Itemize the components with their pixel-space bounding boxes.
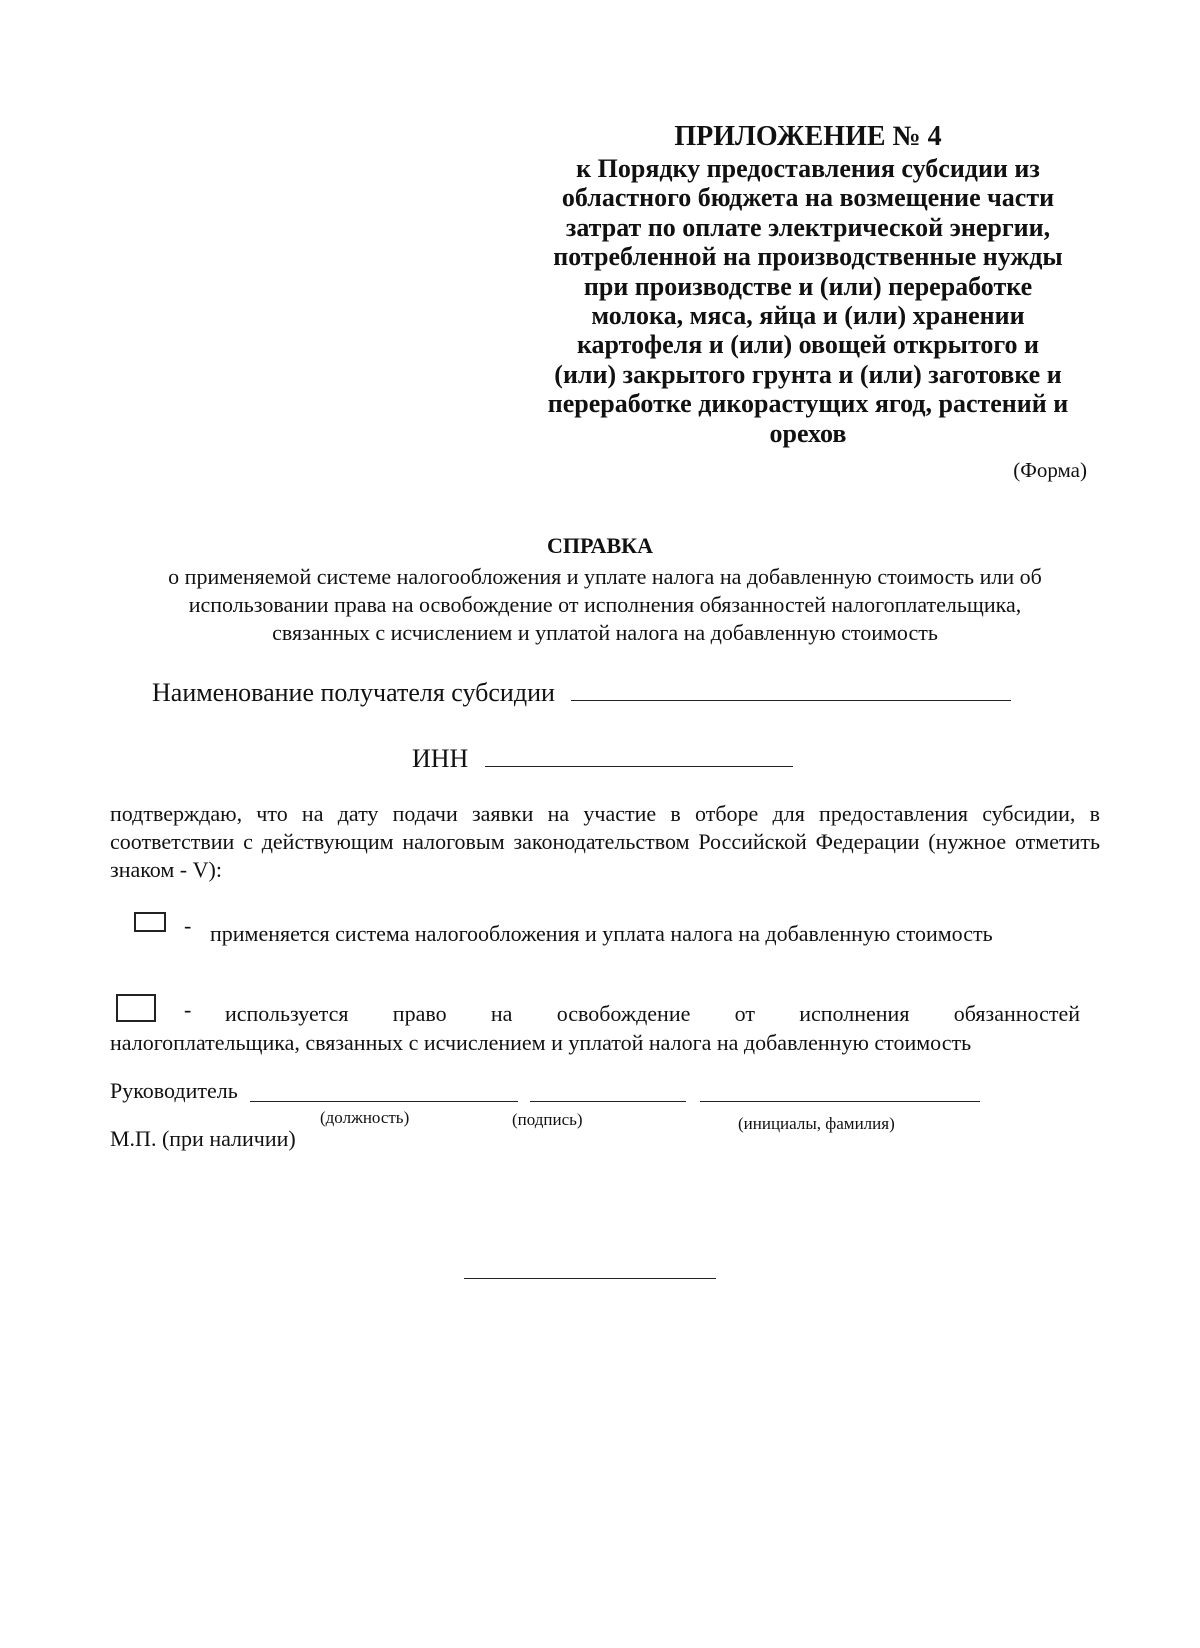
certificate-subtitle-line: связанных с исчислением и уплатой налога на добавленную стоимость — [272, 620, 938, 645]
vat-applied-label: применяется система налогообложения и уплата налога на добавленную стоимость — [210, 921, 993, 946]
name-line[interactable] — [700, 1100, 980, 1102]
option-dash: - — [184, 997, 192, 1022]
inn-label: ИНН — [412, 744, 469, 773]
end-divider — [464, 1278, 716, 1279]
exemption-word: освобождение — [556, 1001, 691, 1026]
exemption-word: от — [734, 1001, 755, 1026]
exemption-label-line2: налогоплательщика, связанных с исчислением и уплатой налога на добавленную стоимость — [110, 1030, 972, 1055]
inn-input-line[interactable] — [485, 765, 793, 767]
confirmation-text: подтверждаю, что на дату подачи заявки на участие в отборе для предоставления субсидии, в соответствии с действующим налоговым законодательством Российской Федерации (нужное отметить знаком - V): — [110, 801, 1100, 882]
appendix-subtitle-line: (или) закрытого грунта и (или) заготовке и — [554, 359, 1062, 389]
appendix-subtitle-line: при производстве и (или) переработке — [583, 271, 1033, 301]
exemption-word: право — [392, 1001, 447, 1026]
appendix-subtitle-line: потребленной на производственные нужды — [553, 242, 1063, 272]
exemption-word: обязанностей — [953, 1001, 1080, 1026]
certificate-subtitle-line: использовании права на освобождение от исполнения обязанностей налогоплательщика, — [188, 592, 1022, 617]
recipient-input-line[interactable] — [571, 699, 1011, 701]
recipient-field-row — [152, 678, 1011, 708]
signature-line[interactable] — [530, 1100, 686, 1102]
recipient-label: Наименование получателя субсидии — [152, 678, 555, 707]
appendix-header — [518, 120, 1098, 448]
certificate-title: СПРАВКА — [546, 533, 654, 558]
exemption-checkbox[interactable] — [116, 994, 156, 1022]
exemption-word: исполнения — [799, 1001, 910, 1026]
exemption-label-line1 — [225, 1000, 1080, 1028]
position-line[interactable] — [250, 1100, 518, 1102]
form-label: (Форма) — [1013, 458, 1087, 482]
option-dash: - — [184, 913, 192, 938]
appendix-subtitle-line: картофеля и (или) овощей открытого и — [576, 330, 1040, 360]
head-label: Руководитель — [110, 1078, 238, 1103]
appendix-subtitle-line: переработке дикорастущих ягод, растений и — [547, 389, 1069, 419]
appendix-subtitle-line: молока, мяса, яйца и (или) хранении — [591, 301, 1025, 331]
appendix-subtitle-line: затрат по оплате электрической энергии, — [565, 212, 1051, 242]
appendix-subtitle-line: областного бюджета на возмещение части — [561, 183, 1055, 213]
name-caption: (инициалы, фамилия) — [738, 1114, 895, 1133]
appendix-subtitle-line: к Порядку предоставления субсидии из — [576, 154, 1040, 183]
exemption-word: используется — [225, 1001, 349, 1026]
stamp-label: М.П. (при наличии) — [110, 1126, 296, 1151]
appendix-title: ПРИЛОЖЕНИЕ № 4 — [674, 121, 942, 152]
exemption-word: на — [490, 1001, 513, 1026]
appendix-subtitle-line: орехов — [769, 418, 847, 448]
vat-applied-checkbox[interactable] — [134, 912, 166, 932]
signature-caption: (подпись) — [512, 1110, 583, 1129]
position-caption: (должность) — [320, 1108, 410, 1127]
certificate-subtitle-line: о применяемой системе налогообложения и уплате налога на добавленную стоимость или об — [168, 564, 1042, 589]
inn-field-row — [412, 744, 793, 774]
appendix-subtitle — [518, 154, 1098, 448]
certificate-subtitle — [110, 563, 1100, 647]
